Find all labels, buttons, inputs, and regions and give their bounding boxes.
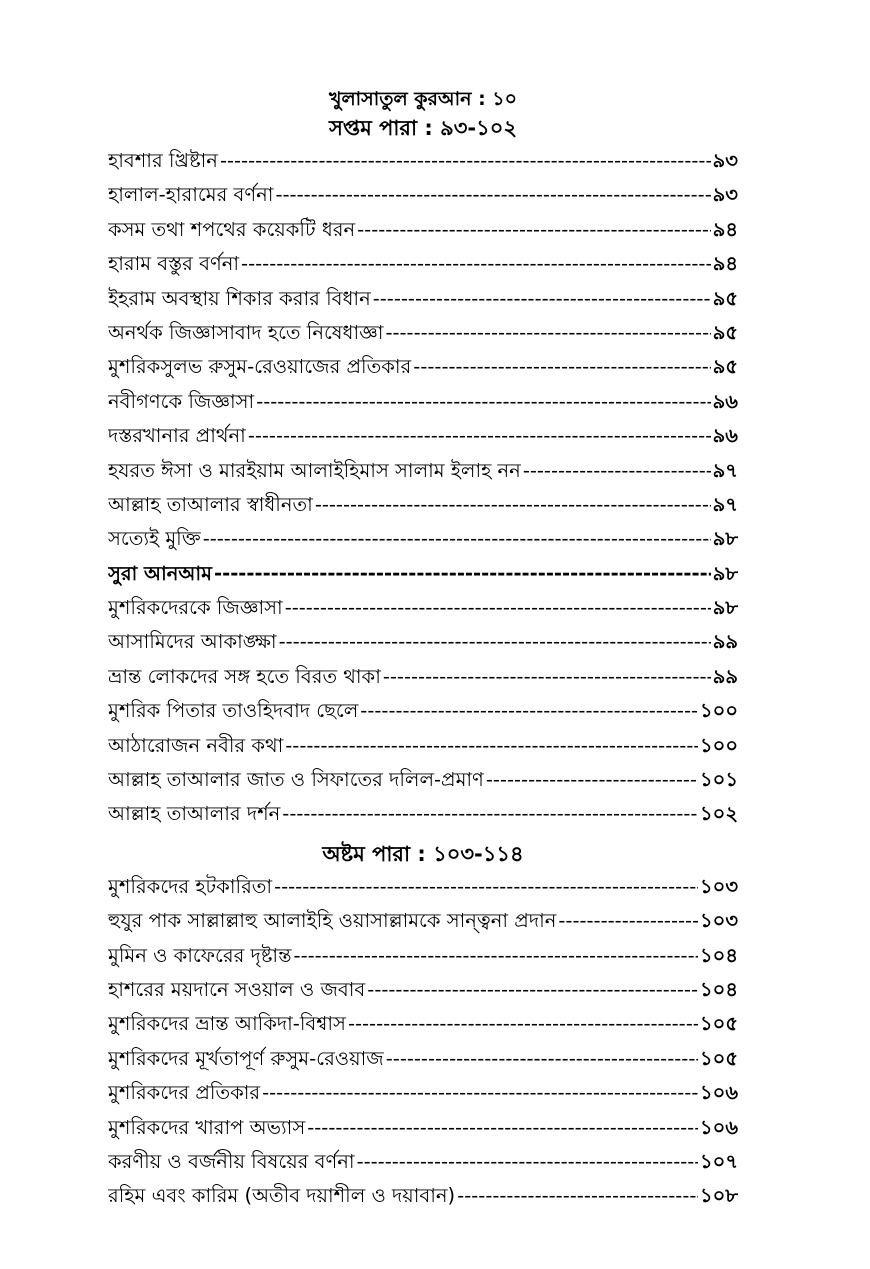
toc-entry-title: ভ্রান্ত লোকদের সঙ্গ হতে বিরত থাকা [108, 664, 381, 688]
toc-entry-title: মুশরিকদের প্রতিকার [108, 1081, 261, 1105]
toc-entry-page-number: ৯৭ [712, 458, 738, 482]
toc-entry [108, 694, 738, 728]
toc-entry [108, 1179, 738, 1213]
toc-entry-title: আল্লাহ তাআলার জাত ও সিফাতের দলিল-প্রমাণ [108, 768, 484, 792]
toc-entry [108, 316, 738, 350]
dotted-leader [203, 522, 711, 556]
toc-entry-title: মুশরিকদের মূর্খতাপূর্ণ রুসুম-রেওয়াজ [108, 1046, 384, 1070]
dotted-leader [262, 1076, 698, 1110]
toc-entry [108, 939, 738, 973]
toc-entry [108, 660, 738, 694]
toc-entry [108, 1007, 738, 1041]
toc-entry-page-number: ৯৬ [712, 424, 738, 448]
dotted-leader [357, 213, 711, 247]
toc-entry-title: মুমিন ও কাফেরের দৃষ্টান্ত [108, 943, 292, 967]
toc-entry-title: অনর্থক জিজ্ঞাসাবাদ হতে নিষেধাজ্ঞা [108, 320, 384, 344]
toc-entry-page-number: ৯৭ [712, 492, 738, 516]
dotted-leader [307, 1111, 698, 1145]
toc-entry-page-number: ৯৮ [712, 596, 738, 620]
toc-entry [108, 419, 738, 453]
toc-entry-page-number: ৯৬ [712, 389, 738, 413]
dotted-leader [274, 870, 698, 904]
toc-entry-title: দস্তরখানার প্রার্থনা [108, 424, 246, 448]
section-title-eighth-para: অষ্টম পারা : ১০৩-১১৪ [322, 841, 524, 866]
toc-entry [108, 625, 738, 659]
toc-entry-title: মুশরিকদেরকে জিজ্ঞাসা [108, 596, 283, 620]
toc-entry [108, 213, 738, 247]
dotted-leader [285, 729, 698, 763]
toc-entry-title: আল্লাহ তাআলার দর্শন [108, 802, 281, 826]
toc-entry-title: হাশরের ময়দানে সওয়াল ও জবাব [108, 977, 366, 1001]
toc-entry-title: মুশরিকদের হটকারিতা [108, 874, 273, 898]
toc-entry-title: সত্যেই মুক্তি [108, 527, 201, 551]
toc-entry [108, 763, 738, 797]
toc-entry [108, 144, 738, 178]
dotted-leader [486, 763, 698, 797]
dotted-leader [220, 144, 711, 178]
dotted-leader [558, 904, 698, 938]
toc-entry [108, 488, 738, 522]
toc-entry [108, 973, 738, 1007]
dotted-leader [373, 282, 711, 316]
toc-entry-title: আসামিদের আকাঙ্ক্ষা [108, 630, 277, 654]
toc-entry-page-number: ১০১ [700, 768, 738, 792]
dotted-leader [523, 454, 711, 488]
toc-entry-title: সুরা আনআম [108, 561, 213, 585]
toc-entry [108, 904, 738, 938]
toc-entry-page-number: ১০৩ [699, 874, 738, 898]
dotted-leader [279, 625, 711, 659]
toc-entry-title: মুশরিক পিতার তাওহিদবাদ ছেলে [108, 699, 359, 723]
toc-entry-page-number: ৯৮ [712, 561, 738, 585]
toc-entry-page-number: ৯৪ [712, 252, 738, 276]
toc-entry-title: মুশরিকদের খারাপ অভ্যাস [108, 1115, 306, 1139]
toc-list-eighth-para [108, 870, 738, 1214]
toc-list-seventh-para [108, 144, 738, 832]
dotted-leader [248, 419, 711, 453]
toc-entry [108, 522, 738, 556]
toc-entry-page-number: ১০৫ [700, 1012, 738, 1036]
toc-entry [108, 797, 738, 831]
dotted-leader [413, 350, 710, 384]
toc-entry-title: হালাল-হারামের বর্ণনা [108, 183, 274, 207]
toc-entry-page-number: ১০৩ [699, 909, 738, 933]
dotted-leader [285, 591, 711, 625]
toc-entry-page-number: ৯৪ [712, 217, 738, 241]
toc-entry-title: আল্লাহ তাআলার স্বাধীনতা [108, 492, 313, 516]
toc-entry-page-number: ১০৮ [700, 1184, 738, 1208]
dotted-leader [241, 247, 711, 281]
toc-entry-title: মুশরিকদের ভ্রান্ত আকিদা-বিশ্বাস [108, 1012, 346, 1036]
toc-entry-page-number: ১০৬ [699, 1115, 738, 1139]
toc-entry-page-number: ১০৬ [699, 1081, 738, 1105]
toc-entry-page-number: ১০৪ [700, 977, 738, 1001]
section-title-seventh-para: সপ্তম পারা : ৯৩-১০২ [328, 116, 518, 140]
toc-entry-page-number: ৯৯ [712, 630, 738, 654]
dotted-leader [367, 973, 698, 1007]
toc-entry-page-number: ১০০ [699, 699, 738, 723]
toc-entry-page-number: ১০৭ [699, 1149, 738, 1173]
toc-entry-title: রহিম এবং কারিম (অতীব দয়াশীল ও দয়াবান) [108, 1184, 456, 1208]
toc-entry-page-number: ৯৫ [712, 320, 738, 344]
toc-entry [108, 1145, 738, 1179]
dotted-leader [385, 316, 710, 350]
toc-entry-title: আঠারোজন নবীর কথা [108, 733, 284, 757]
toc-entry [108, 178, 738, 212]
toc-entry-page-number: ১০০ [699, 733, 738, 757]
toc-entry [108, 1076, 738, 1110]
toc-entry-title: হারাম বস্তুর বর্ণনা [108, 252, 240, 276]
toc-entry [108, 1111, 738, 1145]
toc-entry [108, 385, 738, 419]
toc-entry [108, 1042, 738, 1076]
running-header: খুলাসাতুল কুরআন : ১০ [329, 88, 517, 110]
toc-entry-page-number: ১০৪ [700, 943, 738, 967]
toc-entry-page-number: ৯৩ [712, 183, 738, 207]
dotted-leader [357, 1145, 698, 1179]
toc-entry-title: হযরত ঈসা ও মারইয়াম আলাইহিমাস সালাম ইলাহ নন [108, 458, 521, 482]
dotted-leader [348, 1007, 698, 1041]
toc-page [108, 86, 738, 1214]
dotted-leader [457, 1179, 698, 1213]
toc-entry-page-number: ৯৮ [712, 527, 738, 551]
toc-entry-page-number: ১০২ [699, 802, 738, 826]
toc-entry [108, 591, 738, 625]
toc-entry-title: মুশরিকসুলভ রুসুম-রেওয়াজের প্রতিকার [108, 355, 412, 379]
dotted-leader [315, 488, 711, 522]
dotted-leader [386, 1042, 698, 1076]
toc-entry-title: ইহরাম অবস্থায় শিকার করার বিধান [108, 286, 371, 310]
toc-entry-title: হুযুর পাক সাল্লাল্লাহু আলাইহি ওয়াসাল্লামকে সান্ত্বনা প্রদান [108, 909, 557, 933]
toc-entry-title: কসম তথা শপথের কয়েকটি ধরন [108, 217, 356, 241]
toc-entry-page-number: ৯৯ [712, 664, 738, 688]
toc-entry-page-number: ১০৫ [700, 1046, 738, 1070]
toc-entry [108, 454, 738, 488]
toc-entry-page-number: ৯৫ [712, 286, 738, 310]
toc-entry [108, 350, 738, 384]
toc-entry-page-number: ৯৩ [712, 149, 738, 172]
toc-entry-title: নবীগণকে জিজ্ঞাসা [108, 389, 255, 413]
toc-entry-title: করণীয় ও বর্জনীয় বিষয়ের বর্ণনা [108, 1149, 355, 1173]
dotted-leader [360, 694, 698, 728]
toc-entry [108, 282, 738, 316]
toc-entry [108, 729, 738, 763]
toc-entry-title: হাবশার খ্রিষ্টান [108, 149, 218, 172]
toc-entry [108, 247, 738, 281]
dotted-leader [214, 557, 711, 591]
dotted-leader [282, 797, 698, 831]
dotted-leader [256, 385, 710, 419]
toc-entry-page-number: ৯৫ [712, 355, 738, 379]
dotted-leader [383, 660, 711, 694]
toc-entry [108, 870, 738, 904]
dotted-leader [275, 178, 710, 212]
dotted-leader [294, 939, 698, 973]
toc-entry [108, 557, 738, 591]
